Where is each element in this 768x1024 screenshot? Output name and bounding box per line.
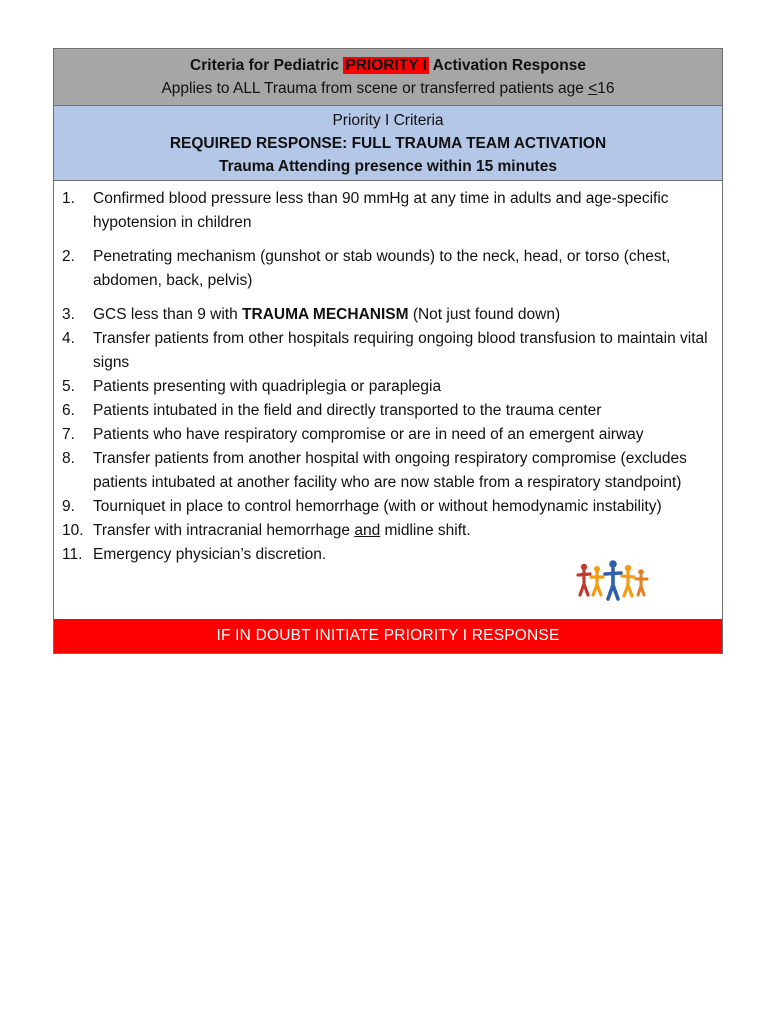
item-text-post: midline shift. [380,522,471,539]
priority-highlight: PRIORITY I [345,57,427,74]
item-number: 6. [62,402,75,419]
required-response: REQUIRED RESPONSE: FULL TRAUMA TEAM ACTIVATION [169,135,607,152]
item-number: 9. [62,498,75,515]
priority-criteria-card [53,48,723,654]
trauma-mechanism-emphasis: TRAUMA MECHANISM [242,306,409,323]
family-figures-icon [576,559,650,603]
figure-red [578,564,590,595]
attending-presence: Trauma Attending presence within 15 minutes [219,158,557,175]
title-prefix: Criteria for Pediatric [190,57,344,74]
figure-orange [591,566,603,595]
item-text: Confirmed blood pressure less than 90 mmHg at any time in adults and age-specific hypotension in children [93,190,669,231]
item-text: Emergency physician’s discretion. [93,546,327,563]
item-number: 2. [62,248,75,265]
item-text-pre: Transfer with intracranial hemorrhage [93,522,355,539]
subtitle-age: 16 [597,80,615,97]
item-number: 11. [62,546,83,563]
list-item [54,519,722,543]
list-item [54,303,722,327]
criteria-header [54,106,722,181]
list-item [54,245,722,293]
item-text: Penetrating mechanism (gunshot or stab wounds) to the neck, head, or torso (chest, abdomen, back, pelvis) [93,248,671,289]
page-subtitle [54,80,722,98]
item-text: Patients presenting with quadriplegia or paraplegia [93,378,442,395]
subtitle-prefix: Applies to ALL Trauma from scene or transferred patients age [161,80,589,97]
item-text: Tourniquet in place to control hemorrhage (with or without hemodynamic instability) [93,498,662,515]
criteria-list [54,187,722,567]
item-number: 3. [62,306,75,323]
item-number: 8. [62,450,75,467]
item-number: 5. [62,378,75,395]
item-number: 4. [62,330,75,347]
item-text: Transfer patients from another hospital with ongoing respiratory compromise (excludes patients intubated at another facility who are now stable from a respiratory standpoint) [93,450,687,491]
page-title [54,57,722,75]
figure-dark-orange [636,569,647,595]
item-text: Patients intubated in the field and directly transported to the trauma center [93,402,602,419]
title-suffix: Activation Response [428,57,586,74]
list-item [54,327,722,375]
figure-blue [605,560,621,599]
and-emphasis: and [354,522,381,539]
item-number: 10. [62,522,84,539]
list-item [54,423,722,447]
list-item [54,399,722,423]
item-text: Patients who have respiratory compromise or are in need of an emergent airway [93,426,644,443]
alert-banner: IF IN DOUBT INITIATE PRIORITY I RESPONSE [54,619,722,653]
list-item [54,495,722,519]
item-text: Transfer patients from other hospitals requiring ongoing blood transfusion to maintain vital signs [93,330,708,371]
item-number: 1. [62,190,75,207]
figure-yellow [622,565,634,596]
list-item [54,447,722,495]
item-number: 7. [62,426,75,443]
list-item [54,187,722,235]
less-than-symbol: < [588,80,598,97]
title-header [54,49,722,106]
item-text-pre: GCS less than 9 with [93,306,243,323]
list-item [54,375,722,399]
item-text-post: (Not just found down) [408,306,561,323]
criteria-title: Priority I Criteria [332,112,444,129]
